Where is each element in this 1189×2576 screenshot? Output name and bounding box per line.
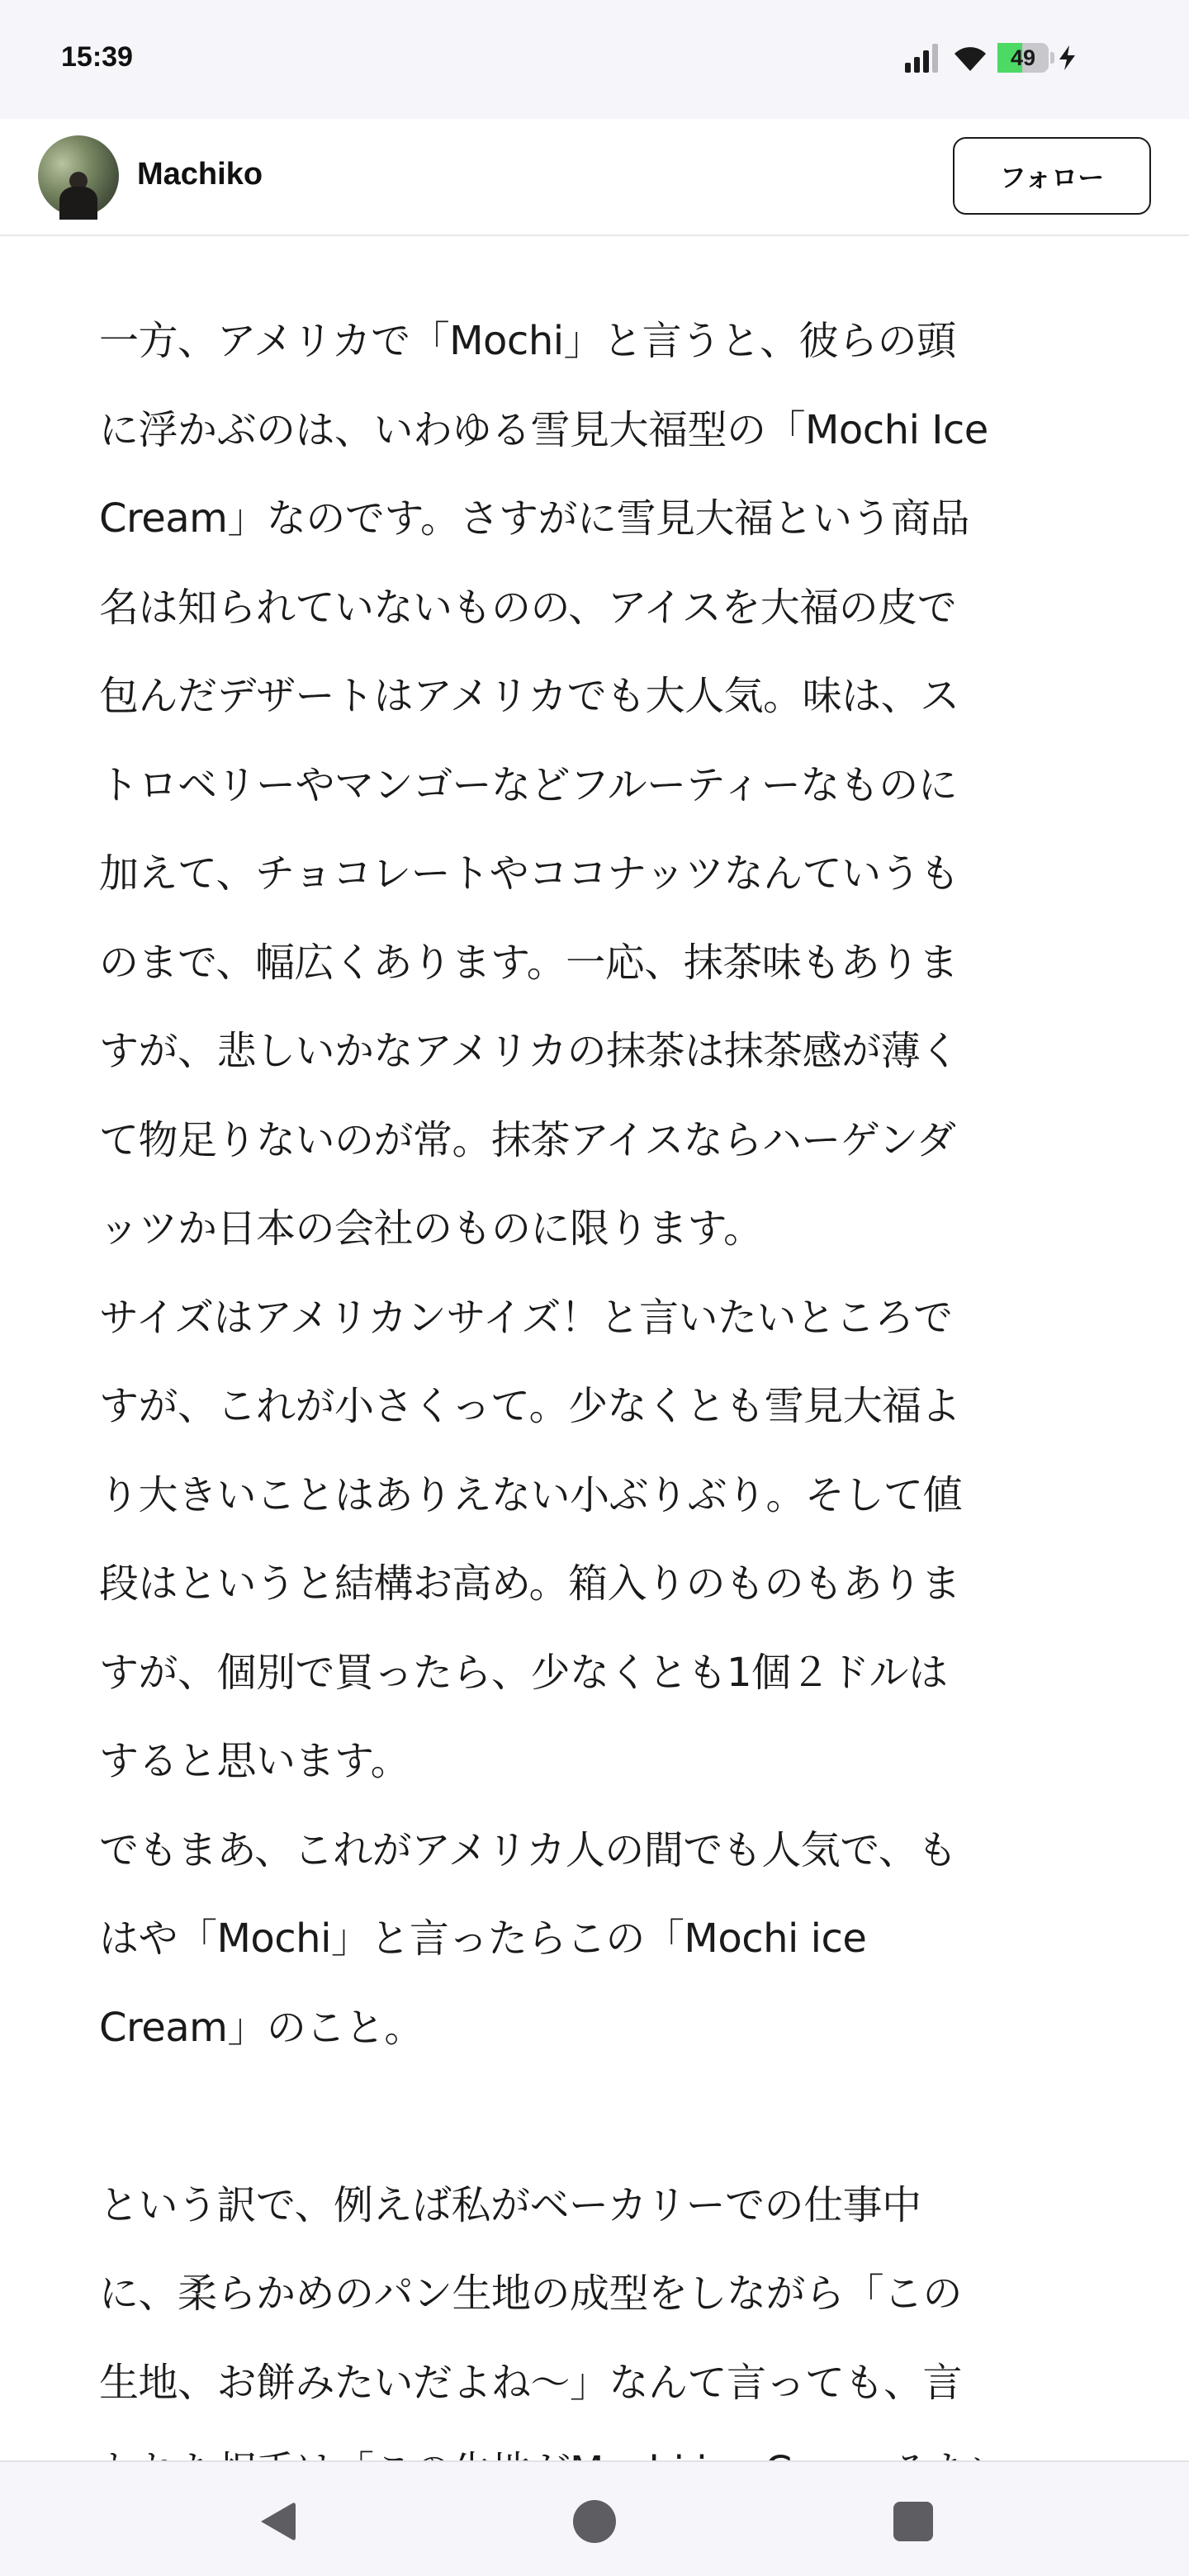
signal-icon bbox=[905, 43, 940, 73]
home-icon[interactable] bbox=[573, 2500, 616, 2543]
battery-level: 49 bbox=[1010, 45, 1036, 70]
avatar[interactable] bbox=[38, 135, 119, 216]
battery-cap bbox=[1050, 52, 1054, 64]
article-body bbox=[99, 297, 1098, 2460]
article-paragraph: 一方、アメリカで「Mochi」と言うと、彼らの頭 に浮かぶのは、いわゆる雪見大福型の「Mochi Ice Cream」なのです。さすがに雪見大福という商品 名は知られていないものの、アイスを大福の皮で 包んだデザートはアメリカでも大人気。味は、ス トロベリーやマンゴーなどフルーティーなものに 加えて、チョコレートやココナッツなんていうも のまで、幅広くあります。一応、抹茶味もありま すが、悲しいかなアメリカの抹茶は抹茶感が薄く て物足りないのが常。抹茶アイスならハーゲンダ ッツか日本の会社のものに限ります。 bbox=[99, 318, 988, 1252]
status-icons bbox=[875, 43, 1123, 76]
system-nav-bar bbox=[0, 2460, 1189, 2576]
paragraph-spacer bbox=[99, 2072, 1098, 2162]
author-name[interactable]: Machiko bbox=[137, 157, 263, 192]
article-paragraph: という訳で、例えば私がベーカリーでの仕事中 に、柔らかめのパン生地の成型をしながら「この 生地、お餅みたいだよね〜」なんて言っても、言 bbox=[99, 2181, 963, 2406]
avatar-figure-body bbox=[59, 187, 97, 220]
status-bar bbox=[0, 0, 1189, 119]
status-time: 15:39 bbox=[61, 41, 133, 73]
article-paragraph: でもまあ、これがアメリカ人の間でも人気で、も はや「Mochi」と言ったらこの「Mochi ice Cream」のこと。 bbox=[99, 1826, 957, 2051]
follow-button[interactable]: フォロー bbox=[953, 137, 1151, 215]
battery-icon bbox=[997, 43, 1097, 73]
article-header bbox=[0, 119, 1189, 236]
battery-body bbox=[997, 43, 1049, 73]
wifi-icon bbox=[951, 43, 989, 73]
article-paragraph: サイズはアメリカンサイズ！と言いたいところで すが、これが小さくって。少なくとも雪見大福よ り大きいことはありえない小ぶりぶり。そして値 段はというと結構お高め。箱入りのものもありま すが、個別で買ったら、少なくとも1個２ドルは すると思います。 bbox=[99, 1294, 963, 1784]
back-icon[interactable] bbox=[256, 2500, 297, 2543]
recent-apps-icon[interactable] bbox=[893, 2502, 933, 2541]
charging-bolt-icon bbox=[1057, 45, 1078, 71]
